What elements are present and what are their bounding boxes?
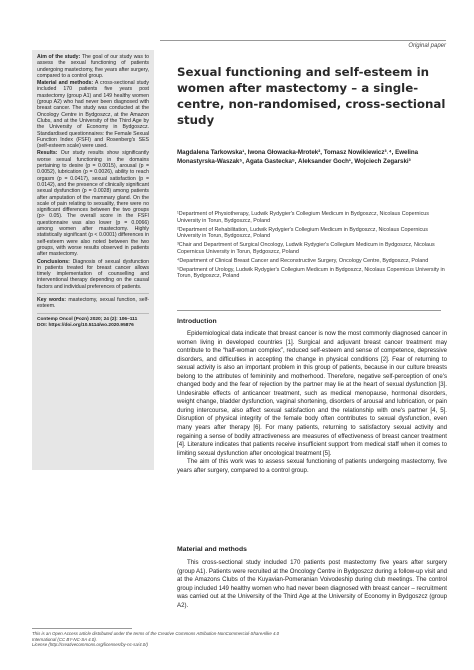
introduction-heading: Introduction (177, 318, 217, 325)
methods-body (177, 559, 447, 610)
introduction-body (177, 330, 447, 475)
author-list: Magdalena Tarkowska¹, Iwona Głowacka-Mrotek², Tomasz Nowikiewicz³˒⁴, Ewelina Monastyrska-Waszak⁵, Agata Gastecka⁵, Aleksander Goch¹, Wojciech Zegarski³ (177, 149, 419, 165)
abstract-methods (37, 80, 149, 149)
sidebar-divider (37, 293, 149, 294)
article-title: Sexual functioning and self-esteem in women after mastectomy – a single-centre, non-randomised, cross-sectional study (177, 65, 446, 127)
introduction-paragraph: The aim of this work was to assess sexual functioning of patients undergoing mastectomy, five years after surgery, compared to a control group. (177, 458, 447, 474)
keywords-label: Key words: (37, 296, 66, 303)
affiliation-item: ¹Department of Physiotherapy, Ludwik Rydygier's Collegium Medicum in Bydgoszcz, Nicolaus Copernicus University in Torun, Bydgoszcz, Poland (177, 211, 429, 224)
methods-heading: Material and methods (177, 546, 247, 553)
results-text: Our study results show significantly worse sexual functioning in the domains pertaining to desire (p = 0.0015), arousal (p = 0.0052), lubrication (p = 0.0026), ability to reach orgasm (p = 0.0417), sexual satisfaction (p = 0.0142), and the presence of clinically significant sexual dysfunction (p = 0.0028) among patients after amputation of the mammary gland. On the scale of pain relating to sexuality, there were no significant differences between the two groups (p> 0.05). The overall score in the FSFI questionnaire was also lower (p = 0.0066) among women after mastectomy. Highly statistically significant (p < 0.0001) differences in self-esteem were also noted between the two groups, with worse results observed in patients after mastectomy. (37, 150, 149, 258)
results-label: Results: (37, 150, 58, 157)
aim-label: Aim of the study: (37, 54, 81, 60)
methods-text: A cross-sectional study included 170 patients five years post mastectomy (group A1) and 149 healthy women (group A2) who had never been diagnosed with breast cancer. The study was conducted at the Oncology Centre in Bydgoszcz, at the Amazon Clubs, and at the University of the Third Age by the University of Economy in Bydgoszcz. Standardised questionnaires: the Female Sexual Function Index (FSFI) and Rosenberg's SES (self-esteem scale) were used. (37, 80, 149, 150)
article-type-label: Original paper (408, 43, 446, 49)
affiliation-list (177, 211, 447, 282)
license-link[interactable]: License (http://creativecommons.org/licenses/by-nc-sa/4.0/) (32, 642, 148, 648)
abstract-aim (37, 54, 149, 79)
abstract-conclusions (37, 259, 149, 290)
citation-doi[interactable]: DOI: https://doi.org/10.5114/wo.2020.95876 (37, 322, 134, 328)
conclusions-label: Conclusions: (37, 258, 70, 265)
abstract-keywords (37, 297, 149, 310)
keywords-text: mastectomy, sexual function, self-esteem. (37, 296, 150, 310)
footer-rule (32, 628, 132, 629)
aim-text: The goal of our study was to assess the sexual functioning of patients undergoing mastectomy, five years after surgery, compared to a control group. (37, 54, 149, 79)
sidebar-divider (37, 313, 149, 314)
methods-label: Material and methods: (37, 80, 94, 87)
license-footer (32, 631, 292, 648)
citation-journal: Contemp Oncol (Pozn) 2020; 24 (2): 106–111 (37, 316, 138, 322)
abstract-sidebar (32, 50, 154, 470)
affiliation-item: ²Department of Rehabilitation, Ludwik Rydygier's Collegium Medicum in Bydgoszcz, Nicolaus Copernicus University in Torun, Bydgoszcz, Poland (177, 226, 428, 240)
methods-paragraph: This cross-sectional study included 170 patients post mastectomy five years after surgery (group A1). Patients were recruited at the Oncology Centre in Bydgoszcz during a follow-up visit and at the Amazons Clubs of the Kuyavian-Pomeranian Voivodeship during club meetings. The control group included 149 healthy women who had never been diagnosed with breast cancer – recruitment was carried out at the University of the Third Age at the University of Economy in Bydgoszcz (group A2). (177, 559, 447, 609)
affiliation-rule (177, 310, 441, 311)
license-text: This is an Open Access article distributed under the terms of the Creative Commons Attribution-NonCommercial-ShareAlike 4.0 International (CC BY-NC-SA 4.0). (32, 631, 280, 642)
affiliation-item: ⁵Department of Urology, Ludwik Rydygier's Collegium Medicum in Bydgoszcz, Nicolaus Copernicus University in Torun, Bydgoszcz, Poland (177, 266, 445, 280)
affiliation-item: ³Chair and Department of Surgical Oncology, Ludwik Rydygier's Collegium Medicum in Bydgoszcz, Nicolaus Copernicus University in Torun, Bydgoszcz, Poland (177, 242, 435, 255)
abstract-results (37, 150, 149, 257)
affiliation-item: ⁴Department of Clinical Breast Cancer and Reconstructive Surgery, Oncology Centre, Bydgoszcz, Poland (177, 257, 429, 264)
conclusions-text: Diagnosis of sexual dysfunction in patients treated for breast cancer allows timely implementation of counselling and interventional therapy depending on the causal factors and individual preferences of patients. (37, 258, 149, 290)
header-rule (160, 40, 446, 41)
introduction-paragraph: Epidemiological data indicate that breast cancer is now the most commonly diagnosed cancer in women living in developed countries [1]. Surgical and adjuvant breast cancer treatment may contribute to the “half-woman complex”, reduced self-esteem and sense of competence, depressive disorders, and difficulties in accepting the change in physical conditions [2]. Fear of returning to sexual activity is also an important problem in this group of patients, because in our culture breasts belong to the attributes of femininity and motherhood. Therefore, negative self-perception of one's changed body and the fear of rejection by the partner may lie at the heart of sexual dysfunction [3]. Undesirable effects of anticancer treatment, such as medical menopause, hormonal disorders, weight change, bladder dysfunction, vaginal shortening, disorders of arousal and lubrication, or pain during intercourse, also affect sexual satisfaction and the relationship with one's partner [4, 5]. Disruption of physical integrity of the female body often contributes to sexual dysfunction, even many years after therapy [6]. For many patients, returning to satisfactory sexual activity and regaining a sense of bodily attractiveness are measures of effectiveness of breast cancer treatment [4]. Literature indicates that patients receive insufficient support from medical staff when it comes to limiting sexual dysfunction after oncological treatment [5]. (177, 330, 447, 457)
